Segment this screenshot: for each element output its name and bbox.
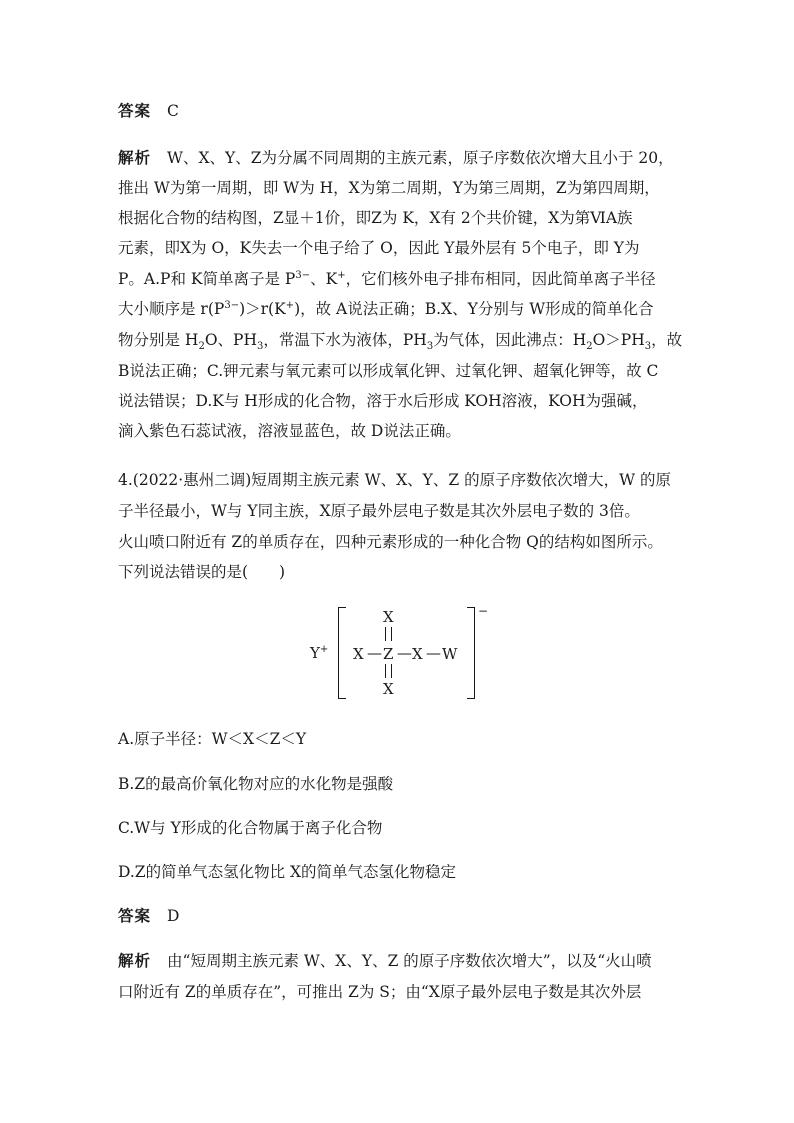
question-text: 下列说法错误的是( ) — [118, 563, 286, 581]
analysis-text: B说法正确；C.钾元素与氧元素可以形成氧化钾、过氧化钾、超氧化钾等，故 C — [118, 362, 659, 380]
analysis-text: 根据化合物的结构图，Z显＋1价，即Z为 K，X有 2个共价键，X为第ⅥA族 — [118, 209, 633, 227]
question-text: 火山喷口附近有 Z的单质存在，四种元素形成的一种化合物 Q的结构如图所示。 — [118, 533, 663, 551]
analysis-text: 滴入紫色石蕊试液，溶液显蓝色，故 D说法正确。 — [118, 422, 461, 440]
analysis-text: 说法错误；D.K与 H形成的化合物，溶于水后形成 KOH溶液，KOH为强碱， — [118, 392, 648, 410]
double-bond-top — [385, 627, 392, 641]
analysis-text: 元素，即X为 O，K失去一个电子给了 O，因此 Y最外层有 5个电子，即 Y为 — [118, 239, 640, 257]
answer-line-1 — [118, 101, 179, 121]
answer-label: 答案 — [118, 907, 152, 925]
single-bond: — — [397, 644, 412, 662]
right-bracket — [467, 607, 475, 699]
cation-symbol: Y+ — [310, 644, 329, 662]
question-text: 4.(2022·惠州二调)短周期主族元素 W、X、Y、Z 的原子序数依次增大，W 的原 — [118, 471, 671, 489]
analysis-text: P。A.P和 K简单离子是 $P^{3-}$、K+，它们核外电子排布相同，因此简单离子半径 — [118, 269, 656, 288]
analysis-label: 解析 — [118, 952, 152, 970]
anion-charge: − — [478, 604, 489, 618]
analysis-label: 解析 — [118, 149, 152, 167]
answer-label: 答案 — [118, 102, 152, 120]
single-bond: — — [426, 644, 441, 662]
analysis-text: 由“短周期主族元素 W、X、Y、Z 的原子序数依次增大”，以及“火山喷 — [167, 952, 652, 970]
single-bond: — — [367, 644, 382, 662]
atom-end: W — [442, 645, 458, 663]
question-text: 子半径最小，W与 Y同主族，X原子最外层电子数是其次外层电子数的 3倍。 — [118, 502, 640, 520]
option-b: B.Z的最高价氧化物对应的水化物是强酸 — [118, 775, 394, 793]
answer-value: C — [167, 102, 179, 120]
structure-diagram — [304, 604, 494, 699]
analysis-text: W、X、Y、Z为分属不同周期的主族元素，原子序数依次增大且小于 20， — [167, 149, 674, 167]
answer-value: D — [167, 907, 180, 925]
answer-line-2 — [118, 906, 179, 926]
left-bracket — [338, 607, 346, 699]
option-c: C.W与 Y形成的化合物属于离子化合物 — [118, 819, 383, 837]
atom-bottom: X — [383, 680, 394, 698]
atom-right: X — [412, 645, 423, 663]
option-d: D.Z的简单气态氢化物比 X的简单气态氢化物稳定 — [118, 863, 457, 881]
option-a: A.原子半径：W＜X＜Z＜Y — [118, 730, 307, 748]
analysis-text: 物分别是 $H_2O$、$PH_3$，常温下水为液体，$PH_3$为气体，因此沸点：$H_2O>PH_3$，故 — [118, 331, 683, 353]
atom-center: Z — [383, 645, 394, 663]
double-bond-bottom — [385, 664, 392, 678]
atom-top: X — [383, 608, 394, 626]
analysis-text: 口附近有 Z的单质存在”，可推出 Z为 S；由“X原子最外层电子数是其次外层 — [118, 983, 642, 1001]
analysis-text: 推出 W为第一周期，即 W为 H，X为第二周期，Y为第三周期，Z为第四周期， — [118, 179, 660, 197]
analysis-text: 大小顺序是 $r(P^{3-})>r(K^+)$，故 A说法正确；B.X、Y分别与 W形成的简单化合 — [118, 299, 654, 318]
atom-left: X — [353, 645, 364, 663]
